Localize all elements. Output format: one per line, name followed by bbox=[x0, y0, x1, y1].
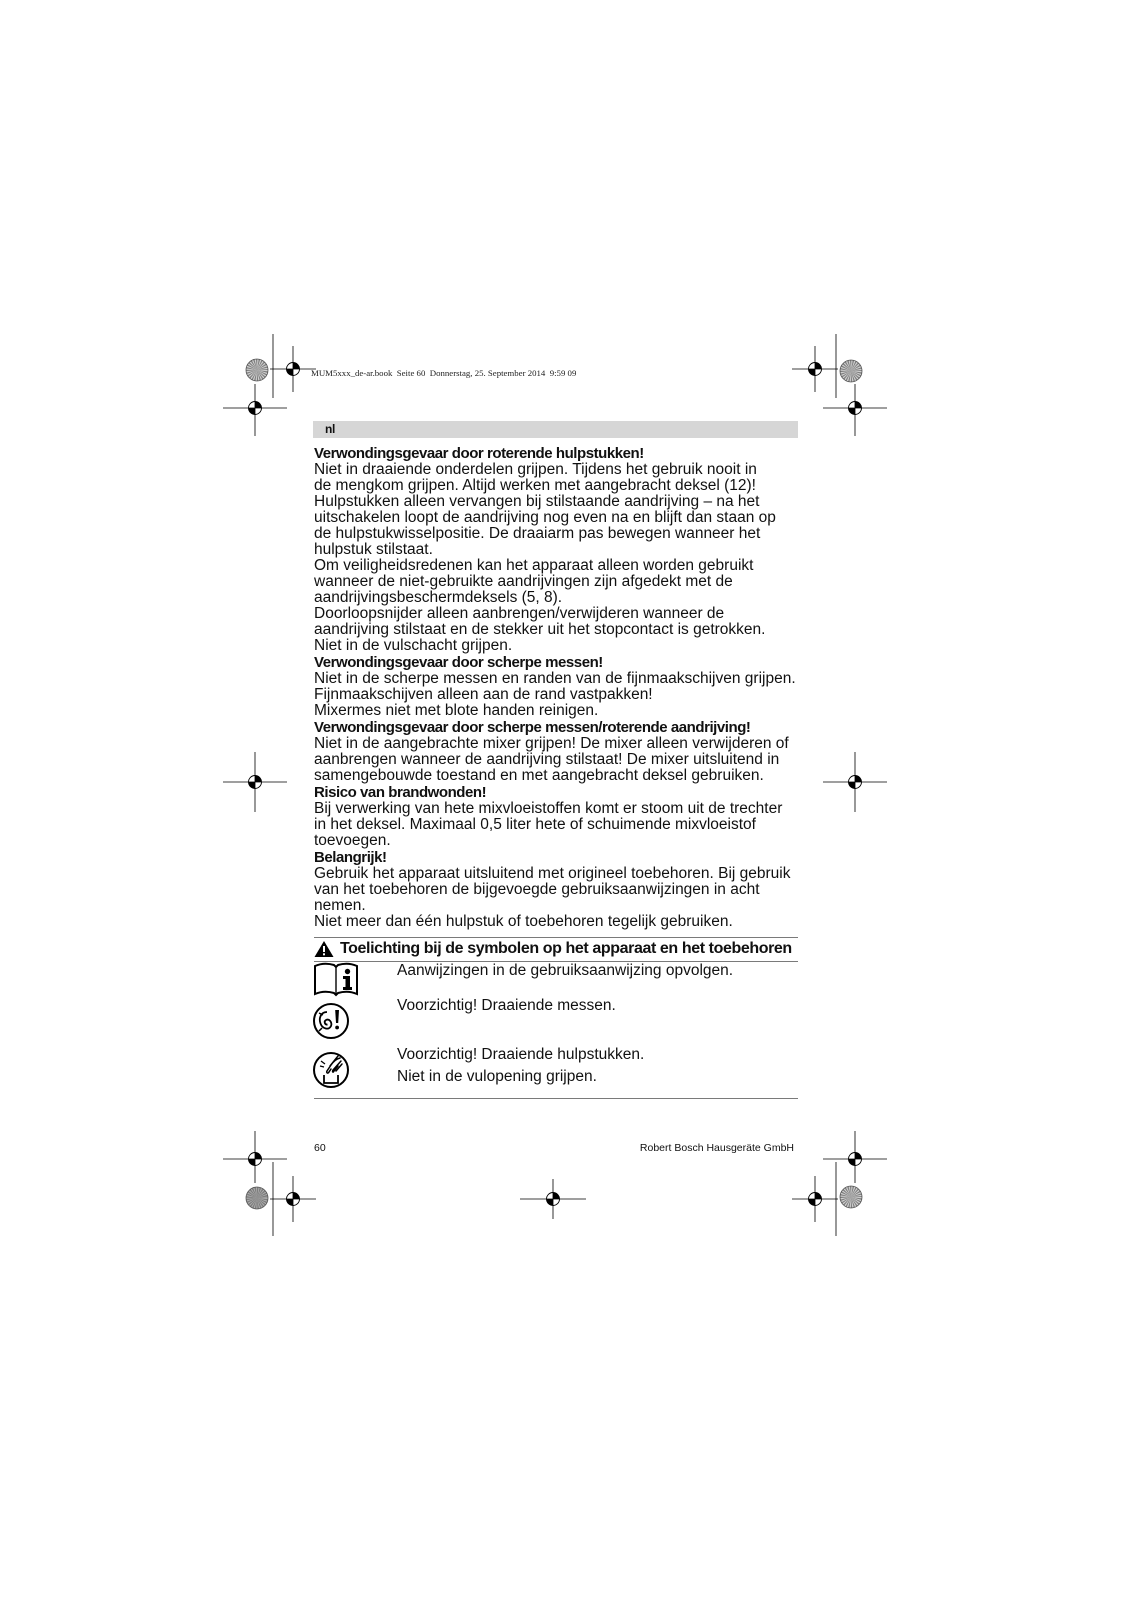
body-line: Bij verwerking van hete mixvloeistoffen komt er stoom uit de trechter bbox=[314, 800, 783, 817]
safety-note-heading: Verwondingsgevaar door scherpe messen! bbox=[314, 654, 603, 671]
symbol-description: Voorzichtig! Draaiende messen. bbox=[397, 997, 616, 1014]
body-line: Niet in de aangebrachte mixer grijpen! De mixer alleen verwijderen of bbox=[314, 735, 789, 752]
body-line: van het toebehoren de bijgevoegde gebruiksaanwijzingen in acht bbox=[314, 881, 760, 898]
registration-mark bbox=[223, 752, 287, 812]
symbol-description: Voorzichtig! Draaiende hulpstukken. bbox=[397, 1046, 645, 1063]
registration-mark bbox=[270, 346, 316, 392]
registration-mark bbox=[823, 1131, 887, 1183]
safety-note-rotating-attachments bbox=[314, 446, 798, 654]
body-line: aanbrengen wanneer de aandrijving stilstaat! De mixer uitsluitend in bbox=[314, 751, 780, 768]
registration-mark bbox=[792, 1176, 838, 1222]
body-line: Gebruik het apparaat uitsluitend met origineel toebehoren. Bij gebruik bbox=[314, 865, 791, 882]
safety-note-burns bbox=[314, 785, 798, 849]
body-line: nemen. bbox=[314, 897, 366, 914]
symbols-heading: Toelichting bij de symbolen op het apparaat en het toebehoren bbox=[340, 940, 792, 957]
registration-mark bbox=[520, 1179, 586, 1219]
safety-note-heading: Risico van brandwonden! bbox=[314, 784, 487, 801]
body-line: Niet in de scherpe messen en randen van de fijnmaakschijven grijpen. bbox=[314, 670, 796, 687]
color-calibration-circle bbox=[840, 360, 862, 382]
body-line: hulpstuk stilstaat. bbox=[314, 541, 433, 558]
page-number: 60 bbox=[314, 1142, 326, 1154]
body-line: aandrijvingsbeschermdeksels (5, 8). bbox=[314, 589, 563, 606]
body-line: Hulpstukken alleen vervangen bij stilstaande aandrijving – na het bbox=[314, 493, 760, 510]
warning-triangle-icon bbox=[314, 940, 334, 958]
color-calibration-circle bbox=[246, 1187, 268, 1209]
registration-mark bbox=[223, 384, 287, 436]
section-divider-bottom bbox=[314, 1098, 798, 1099]
symbol-description: Niet in de vulopening grijpen. bbox=[397, 1068, 597, 1085]
body-line: toevoegen. bbox=[314, 832, 391, 849]
read-manual-icon bbox=[313, 961, 359, 997]
language-tab bbox=[313, 421, 798, 438]
registration-mark bbox=[823, 384, 887, 436]
safety-note-important bbox=[314, 850, 798, 930]
safety-note-heading: Belangrijk! bbox=[314, 849, 387, 866]
hand-in-opening-warning-icon bbox=[312, 1049, 350, 1091]
print-info-line: MUM5xxx_de-ar.book Seite 60 Donnerstag, 25. September 2014 9:59 09 bbox=[311, 368, 577, 378]
body-line: wanneer de niet-gebruikte aandrijvingen zijn afgedekt met de bbox=[314, 573, 733, 590]
registration-mark bbox=[270, 1176, 316, 1222]
safety-notes bbox=[314, 445, 798, 930]
safety-note-sharp-blades bbox=[314, 655, 798, 719]
rotating-blades-warning-icon bbox=[312, 1000, 350, 1042]
body-line: aandrijving stilstaat en de stekker uit het stopcontact is getrokken. bbox=[314, 621, 766, 638]
body-line: Niet meer dan één hulpstuk of toebehoren tegelijk gebruiken. bbox=[314, 913, 733, 930]
body-line: Mixermes niet met blote handen reinigen. bbox=[314, 702, 599, 719]
body-line: in het deksel. Maximaal 0,5 liter hete of schuimende mixvloeistof bbox=[314, 816, 756, 833]
safety-note-heading: Verwondingsgevaar door scherpe messen/roterende aandrijving! bbox=[314, 719, 751, 736]
body-line: de hulpstukwisselpositie. De draaiarm pas bewegen wanneer het bbox=[314, 525, 761, 542]
body-line: Fijnmaakschijven alleen aan de rand vastpakken! bbox=[314, 686, 653, 703]
safety-note-heading: Verwondingsgevaar door roterende hulpstukken! bbox=[314, 445, 644, 462]
registration-mark bbox=[792, 346, 838, 392]
body-line: uitschakelen loopt de aandrijving nog even na en blijft dan staan op bbox=[314, 509, 776, 526]
color-calibration-circle bbox=[246, 359, 268, 381]
registration-mark bbox=[823, 752, 887, 812]
body-line: Niet in de vulschacht grijpen. bbox=[314, 637, 513, 654]
language-label: nl bbox=[325, 422, 336, 436]
body-line: samengebouwde toestand en met aangebracht deksel gebruiken. bbox=[314, 767, 764, 784]
registration-mark bbox=[223, 1131, 287, 1183]
body-line: Om veiligheidsredenen kan het apparaat alleen worden gebruikt bbox=[314, 557, 754, 574]
color-calibration-circle bbox=[840, 1186, 862, 1208]
publisher-name: Robert Bosch Hausgeräte GmbH bbox=[639, 1142, 794, 1154]
body-line: de mengkom grijpen. Altijd werken met aangebracht deksel (12)! bbox=[314, 477, 756, 494]
safety-note-blades-rotating-drive bbox=[314, 720, 798, 784]
body-line: Niet in draaiende onderdelen grijpen. Tijdens het gebruik nooit in bbox=[314, 461, 757, 478]
symbol-description: Aanwijzingen in de gebruiksaanwijzing opvolgen. bbox=[397, 962, 734, 979]
body-line: Doorloopsnijder alleen aanbrengen/verwijderen wanneer de bbox=[314, 605, 725, 622]
section-divider-top bbox=[314, 937, 798, 938]
